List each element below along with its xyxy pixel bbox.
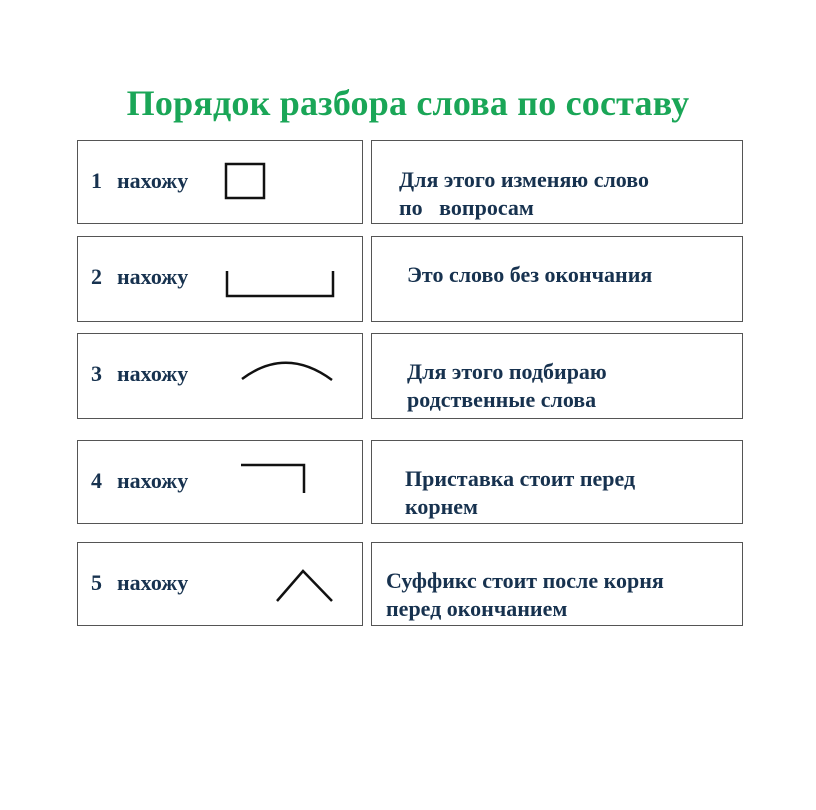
step-5-description-line-2: перед окончанием [386,596,568,621]
step-2-number: 2 [91,264,102,289]
step-3-description-box [371,333,743,419]
step-1-number: 1 [91,168,102,193]
step-5-description-box [371,542,743,626]
step-3-description-line-1: Для этого подбираю [407,359,607,384]
step-2-description-box [371,236,743,322]
step-1-description-line-2: по вопросам [399,195,534,220]
step-1-description-line-1: Для этого изменяю слово [399,167,649,192]
step-3-description-line-2: родственные слова [407,387,597,412]
stem-bracket-icon [223,267,341,301]
step-3-number: 3 [91,361,102,386]
suffix-caret-icon [274,565,338,605]
step-1-description-box [371,140,743,224]
ending-square-icon [223,161,268,201]
step-5-box [77,542,363,626]
step-4-description-line-2: корнем [405,494,479,519]
prefix-corner-icon [238,461,313,497]
step-1-box [77,140,363,224]
root-arc-icon [238,354,338,386]
step-4-box [77,440,363,524]
step-4-description-line-1: Приставка стоит перед [405,466,636,491]
step-1-action: нахожу [117,168,189,193]
step-2-box [77,236,363,322]
step-2-description-line-1: Это слово без окончания [407,262,653,287]
page-title: Порядок разбора слова по составу [126,83,690,123]
step-4-description-box [371,440,743,524]
step-5-number: 5 [91,570,102,595]
step-2-action: нахожу [117,264,189,289]
step-4-number: 4 [91,468,102,493]
step-4-action: нахожу [117,468,189,493]
step-3-action: нахожу [117,361,189,386]
step-3-box [77,333,363,419]
step-5-description-line-1: Суффикс стоит после корня [386,568,664,593]
step-5-action: нахожу [117,570,189,595]
